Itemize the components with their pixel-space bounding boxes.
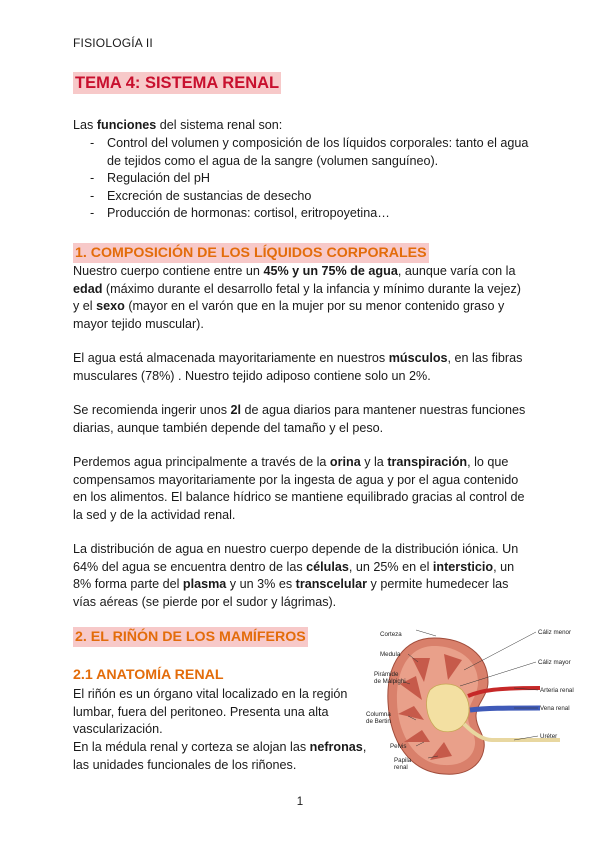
label-caliz-mayor: Cáliz mayor [538,659,571,666]
paragraph-water-loss: Perdemos agua principalmente a través de la orina y la transpiración, lo que compensamos mayoritariamente por la ingesta de agua y por el agua contenido en los alimentos. El balance hídrico se mantiene equilibrado gracias al control de la sed y de la actividad renal. [73,455,525,522]
list-item: - Excreción de sustancias de desecho [90,188,530,206]
intro-paragraph: Las funciones del sistema renal son: [73,118,283,132]
label-arteria-renal: Arteria renal [540,687,574,694]
label-medula: Medula [380,651,401,658]
page-header: FISIOLOGÍA II [73,36,153,50]
functions-list [90,135,530,223]
renal-vein-shape [470,708,540,710]
subsection-heading: 2.1 ANATOMÍA RENAL [73,667,224,683]
label-caliz-menor: Cáliz menor [538,629,572,636]
label-papila-1: Papila [394,757,412,764]
label-vena-renal: Vena renal [540,705,570,712]
list-item: - Regulación del pH [90,170,530,188]
paragraph-nephrons: En la médula renal y corteza se alojan las nefronas, las unidades funcionales de los riñones. [73,740,367,772]
list-item: - Control del volumen y composición de los líquidos corporales: tanto el agua de tejidos como el agua de la sangre (volumen sanguíneo). [90,135,530,170]
kidney-anatomy-figure [364,624,596,784]
section-heading-1: 1. COMPOSICIÓN DE LOS LÍQUIDOS CORPORALES [75,245,427,261]
label-ureter: Uréter [540,733,558,740]
label-columna-1: Columna [366,711,391,718]
renal-pelvis-shape [427,684,470,732]
list-item: - Producción de hormonas: cortisol, eritropoyetina… [90,205,530,223]
paragraph-water-intake: Se recomienda ingerir unos 2l de agua diarios para mantener nuestras funciones diarias, aunque también depende del tamaño y el peso. [73,403,526,435]
label-piramide-1: Pirámide [374,671,399,678]
label-piramide-2: de Malpighi [374,678,406,685]
label-columna-2: de Bertin [366,718,391,725]
paragraph-water-storage: El agua está almacenada mayoritariamente en nuestros músculos, en las fibras musculares (78%) . Nuestro tejido adiposo contiene solo un 2%. [73,351,523,383]
page-number: 1 [296,796,304,808]
section-heading-2: 2. EL RIÑÓN DE LOS MAMÍFEROS [75,629,306,645]
label-corteza: Corteza [380,631,402,638]
paragraph-water-content: Nuestro cuerpo contiene entre un 45% y un 75% de agua, aunque varía con la edad (máximo durante el desarrollo fetal y la infancia y mínimo durante la vejez) y el sexo (mayor en el varón que en la mujer por su menor contenido graso y mayor tejido muscular). [73,264,521,331]
paragraph-water-distribution: La distribución de agua en nuestro cuerpo depende de la distribución iónica. Un 64% del agua se encuentra dentro de las células, un 25% en el intersticio, un 8% forma parte del plasma y un 3% es transcelular y permite humedecer las vías aéreas (se pierde por el sudor y lágrimas). [73,542,519,609]
label-pelvis: Pelvis [390,743,407,750]
paragraph-kidney-location: El riñón es un órgano vital localizado en la región lumbar, fuera del peritoneo. Presenta una alta vascularización. [73,687,348,736]
page-title: TEMA 4: SISTEMA RENAL [75,74,280,92]
label-papila-2: renal [394,764,408,771]
